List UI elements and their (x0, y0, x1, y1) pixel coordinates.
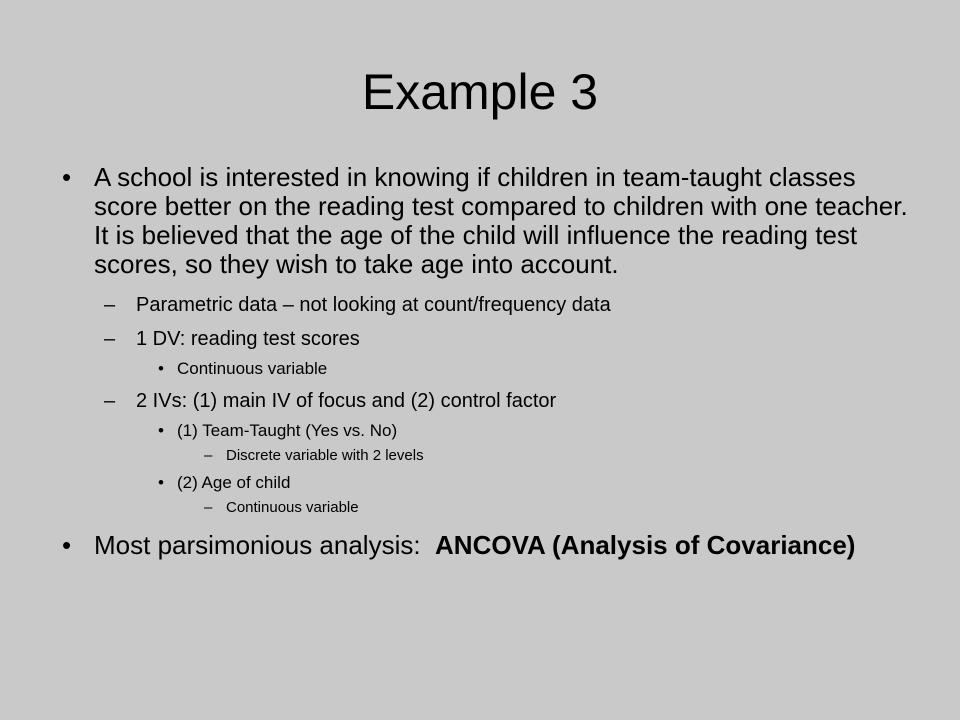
detail-text: Continuous variable (177, 359, 328, 378)
iv-team-taught-detail (62, 447, 922, 465)
dash-marker: – (104, 294, 116, 316)
detail-text: Continuous variable (226, 499, 359, 516)
sub-bullet-text: Parametric data – not looking at count/frequency data (136, 294, 611, 316)
detail-text: (2) Age of child (177, 473, 291, 492)
iv-team-taught (62, 421, 922, 441)
dash-marker: – (204, 499, 213, 516)
detail-text: (1) Team-Taught (Yes vs. No) (177, 421, 398, 440)
slide-content (62, 163, 922, 560)
iv-age (62, 473, 922, 493)
bullet-marker: • (62, 530, 72, 560)
slide-title: Example 3 (361, 64, 599, 120)
bullet-marker: • (62, 162, 72, 192)
dash-marker: – (104, 328, 116, 350)
sub-bullet-text: 1 DV: reading test scores (136, 328, 360, 350)
conclusion-bullet (62, 531, 922, 560)
sub-bullet-ivs (62, 389, 922, 413)
bullet-marker: • (158, 359, 164, 378)
dash-marker: – (104, 390, 116, 412)
sub-bullet-parametric (62, 293, 922, 317)
sub-bullet-dv (62, 327, 922, 351)
iv-age-detail (62, 499, 922, 517)
dash-marker: – (204, 447, 213, 464)
dv-detail (62, 359, 922, 379)
sub-bullet-text: 2 IVs: (1) main IV of focus and (2) control factor (136, 390, 557, 412)
detail-text: Discrete variable with 2 levels (226, 447, 424, 464)
main-point-text: A school is interested in knowing if children in team-taught classes score better on the reading test compared to children with one teacher. It is believed that the age of the child will influence the reading test scores, so they wish to take age into account. (94, 162, 908, 279)
bullet-marker: • (158, 473, 164, 492)
bullet-marker: • (158, 421, 164, 440)
conclusion-answer: ANCOVA (Analysis of Covariance) (435, 530, 856, 560)
conclusion-prefix: Most parsimonious analysis: (94, 530, 436, 560)
main-bullet (62, 163, 922, 279)
